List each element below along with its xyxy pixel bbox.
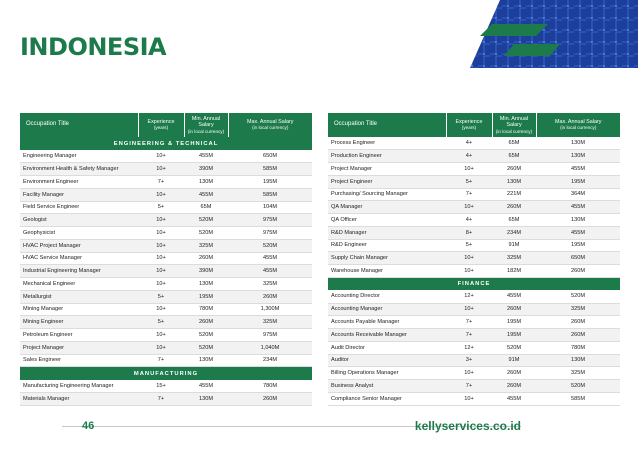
experience-cell: 10+ (138, 239, 184, 252)
header-min-salary (184, 113, 228, 137)
min-salary-cell: 455M (184, 188, 228, 201)
experience-cell: 10+ (446, 252, 492, 265)
occupation-cell: Accounts Receivable Manager (328, 329, 446, 342)
salary-table-left (20, 113, 312, 406)
min-salary-cell: 260M (492, 380, 536, 393)
experience-cell: 7+ (446, 329, 492, 342)
table-row (20, 214, 312, 227)
min-salary-cell: 182M (492, 265, 536, 278)
header-min-salary (492, 113, 536, 137)
max-salary-cell: 195M (228, 176, 312, 189)
max-salary-cell: 585M (228, 188, 312, 201)
occupation-cell: Billing Operations Manager (328, 367, 446, 380)
experience-cell: 12+ (446, 341, 492, 354)
occupation-cell: HVAC Service Manager (20, 252, 138, 265)
occupation-cell: Sales Engineer (20, 354, 138, 367)
max-salary-cell: 520M (536, 290, 620, 303)
header-max-salary-label: Max. Annual Salary (555, 119, 602, 125)
min-salary-cell: 65M (492, 137, 536, 150)
max-salary-cell: 325M (228, 316, 312, 329)
experience-cell: 3+ (446, 354, 492, 367)
max-salary-cell: 1,040M (228, 341, 312, 354)
occupation-cell: Compliance Senior Manager (328, 392, 446, 405)
min-salary-cell: 91M (492, 354, 536, 367)
min-salary-cell: 455M (492, 392, 536, 405)
occupation-cell: Facility Manager (20, 188, 138, 201)
experience-cell: 8+ (446, 226, 492, 239)
table-row (328, 290, 620, 303)
experience-cell: 10+ (138, 341, 184, 354)
min-salary-cell: 455M (184, 380, 228, 393)
experience-cell: 10+ (138, 252, 184, 265)
experience-cell: 4+ (446, 150, 492, 163)
table-row (20, 252, 312, 265)
table-row (328, 163, 620, 176)
section-header-row (20, 367, 312, 380)
occupation-cell: Project Engineer (328, 175, 446, 188)
min-salary-cell: 520M (184, 341, 228, 354)
table-header-row (328, 113, 620, 137)
header-experience (138, 113, 184, 137)
occupation-cell: Mining Manager (20, 303, 138, 316)
experience-cell: 4+ (446, 214, 492, 227)
min-salary-cell: 195M (492, 316, 536, 329)
section-title: FINANCE (328, 277, 620, 290)
occupation-cell: Industrial Engineering Manager (20, 265, 138, 278)
occupation-cell: Petroleum Engineer (20, 329, 138, 342)
min-salary-cell: 130M (492, 175, 536, 188)
header-min-salary-unit: (in local currency) (187, 128, 225, 134)
occupation-cell: Materials Manager (20, 393, 138, 406)
min-salary-cell: 520M (184, 227, 228, 240)
table-row (328, 341, 620, 354)
min-salary-cell: 65M (492, 150, 536, 163)
header-banner (430, 0, 638, 68)
experience-cell: 5+ (446, 239, 492, 252)
experience-cell: 5+ (446, 175, 492, 188)
table-row (20, 265, 312, 278)
salary-table-right (328, 113, 620, 406)
table-row (328, 303, 620, 316)
occupation-cell: Accounting Manager (328, 303, 446, 316)
max-salary-cell: 455M (536, 163, 620, 176)
max-salary-cell: 975M (228, 329, 312, 342)
occupation-cell: Engineering Manager (20, 150, 138, 163)
experience-cell: 5+ (138, 316, 184, 329)
table-row (20, 329, 312, 342)
max-salary-cell: 650M (228, 150, 312, 163)
table-row (328, 201, 620, 214)
header-max-salary-unit: (in local currency) (560, 125, 597, 131)
max-salary-cell: 234M (228, 354, 312, 367)
max-salary-cell: 325M (228, 278, 312, 291)
occupation-cell: Project Manager (328, 163, 446, 176)
section-title: MANUFACTURING (20, 367, 312, 380)
occupation-cell: Environment Engineer (20, 176, 138, 189)
table-row (328, 380, 620, 393)
occupation-cell: Audit Director (328, 341, 446, 354)
min-salary-cell: 260M (184, 316, 228, 329)
website-link[interactable]: kellyservices.co.id (414, 419, 521, 433)
experience-cell: 7+ (446, 316, 492, 329)
max-salary-cell: 260M (536, 316, 620, 329)
min-salary-cell: 780M (184, 303, 228, 316)
max-salary-cell: 325M (536, 303, 620, 316)
occupation-cell: QA Officer (328, 214, 446, 227)
min-salary-cell: 325M (184, 239, 228, 252)
header-min-salary-label: Min. Annual Salary (191, 115, 221, 129)
experience-cell: 5+ (138, 201, 184, 214)
min-salary-cell: 260M (184, 252, 228, 265)
occupation-cell: Auditor (328, 354, 446, 367)
max-salary-cell: 130M (536, 214, 620, 227)
experience-cell: 4+ (446, 137, 492, 150)
min-salary-cell: 455M (184, 150, 228, 163)
max-salary-cell: 520M (536, 380, 620, 393)
table-row (328, 354, 620, 367)
occupation-cell: Geophysicist (20, 227, 138, 240)
max-salary-cell: 325M (536, 367, 620, 380)
experience-cell: 10+ (446, 265, 492, 278)
min-salary-cell: 234M (492, 226, 536, 239)
max-salary-cell: 260M (536, 265, 620, 278)
section-header-row (20, 137, 312, 150)
experience-cell: 10+ (138, 150, 184, 163)
occupation-cell: Mechanical Engineer (20, 278, 138, 291)
occupation-cell: Project Manager (20, 341, 138, 354)
table-row (20, 303, 312, 316)
experience-cell: 10+ (446, 303, 492, 316)
max-salary-cell: 260M (228, 290, 312, 303)
max-salary-cell: 455M (228, 265, 312, 278)
occupation-cell: Warehouse Manager (328, 265, 446, 278)
header-min-salary-label: Min. Annual Salary (499, 115, 529, 129)
max-salary-cell: 195M (536, 239, 620, 252)
table-row (328, 150, 620, 163)
experience-cell: 7+ (446, 188, 492, 201)
table-row (328, 316, 620, 329)
table-row (20, 278, 312, 291)
min-salary-cell: 390M (184, 163, 228, 176)
max-salary-cell: 585M (536, 392, 620, 405)
occupation-cell: Business Analyst (328, 380, 446, 393)
max-salary-cell: 130M (536, 150, 620, 163)
max-salary-cell: 520M (228, 239, 312, 252)
experience-cell: 10+ (446, 367, 492, 380)
experience-cell: 10+ (446, 163, 492, 176)
table-body-right (328, 137, 620, 405)
max-salary-cell: 130M (536, 354, 620, 367)
max-salary-cell: 975M (228, 227, 312, 240)
max-salary-cell: 104M (228, 201, 312, 214)
header-experience-unit: (years) (461, 125, 477, 131)
experience-cell: 15+ (138, 380, 184, 393)
header-experience (446, 113, 492, 137)
table-row (328, 392, 620, 405)
min-salary-cell: 260M (492, 201, 536, 214)
table-row (328, 226, 620, 239)
min-salary-cell: 130M (184, 393, 228, 406)
table-row (328, 214, 620, 227)
min-salary-cell: 260M (492, 163, 536, 176)
min-salary-cell: 65M (492, 214, 536, 227)
occupation-cell: Manufacturing Engineering Manager (20, 380, 138, 393)
occupation-cell: R&D Manager (328, 226, 446, 239)
table-body-left (20, 137, 312, 405)
page-title: INDONESIA (20, 33, 167, 61)
max-salary-cell: 780M (536, 341, 620, 354)
occupation-cell: Geologist (20, 214, 138, 227)
table-row (20, 163, 312, 176)
table-row (20, 188, 312, 201)
max-salary-cell: 585M (228, 163, 312, 176)
header-experience-unit: (years) (153, 125, 169, 131)
header-min-salary-unit: (in local currency) (495, 128, 533, 134)
min-salary-cell: 130M (184, 176, 228, 189)
max-salary-cell: 260M (536, 329, 620, 342)
occupation-cell: Metallurgist (20, 290, 138, 303)
table-row (328, 175, 620, 188)
experience-cell: 12+ (446, 290, 492, 303)
experience-cell: 7+ (138, 393, 184, 406)
experience-cell: 7+ (138, 354, 184, 367)
max-salary-cell: 1,300M (228, 303, 312, 316)
min-salary-cell: 390M (184, 265, 228, 278)
occupation-cell: Purchasing/ Sourcing Manager (328, 188, 446, 201)
min-salary-cell: 195M (492, 329, 536, 342)
table-row (20, 201, 312, 214)
experience-cell: 10+ (138, 265, 184, 278)
experience-cell: 10+ (138, 329, 184, 342)
max-salary-cell: 975M (228, 214, 312, 227)
min-salary-cell: 260M (492, 367, 536, 380)
occupation-cell: Mining Engineer (20, 316, 138, 329)
section-title: ENGINEERING & TECHNICAL (20, 137, 312, 150)
max-salary-cell: 780M (228, 380, 312, 393)
max-salary-cell: 364M (536, 188, 620, 201)
min-salary-cell: 520M (184, 214, 228, 227)
experience-cell: 10+ (138, 227, 184, 240)
experience-cell: 5+ (138, 290, 184, 303)
table-row (328, 265, 620, 278)
table-row (20, 341, 312, 354)
min-salary-cell: 130M (184, 278, 228, 291)
max-salary-cell: 650M (536, 252, 620, 265)
max-salary-cell: 455M (228, 252, 312, 265)
table-row (328, 239, 620, 252)
table-row (328, 252, 620, 265)
min-salary-cell: 221M (492, 188, 536, 201)
min-salary-cell: 65M (184, 201, 228, 214)
experience-cell: 10+ (138, 303, 184, 316)
table-row (328, 367, 620, 380)
min-salary-cell: 91M (492, 239, 536, 252)
max-salary-cell: 455M (536, 226, 620, 239)
occupation-cell: R&D Engineer (328, 239, 446, 252)
min-salary-cell: 455M (492, 290, 536, 303)
occupation-cell: HVAC Project Manager (20, 239, 138, 252)
header-occupation: Occupation Title (328, 113, 446, 137)
table-row (328, 329, 620, 342)
experience-cell: 7+ (138, 176, 184, 189)
max-salary-cell: 455M (536, 201, 620, 214)
min-salary-cell: 520M (492, 341, 536, 354)
page-number: 46 (82, 420, 95, 432)
header-experience-label: Experience (147, 119, 175, 125)
occupation-cell: Production Engineer (328, 150, 446, 163)
table-row (20, 290, 312, 303)
occupation-cell: Accounts Payable Manager (328, 316, 446, 329)
experience-cell: 10+ (138, 163, 184, 176)
experience-cell: 10+ (138, 214, 184, 227)
table-row (328, 188, 620, 201)
occupation-cell: Process Engineer (328, 137, 446, 150)
header-max-salary (228, 113, 312, 137)
max-salary-cell: 130M (536, 137, 620, 150)
min-salary-cell: 195M (184, 290, 228, 303)
experience-cell: 7+ (446, 380, 492, 393)
table-row (20, 354, 312, 367)
occupation-cell: Supply Chain Manager (328, 252, 446, 265)
occupation-cell: Accounting Director (328, 290, 446, 303)
experience-cell: 10+ (446, 392, 492, 405)
table-row (20, 227, 312, 240)
min-salary-cell: 130M (184, 354, 228, 367)
banner-graphic (430, 0, 638, 68)
occupation-cell: Field Service Engineer (20, 201, 138, 214)
header-max-salary (536, 113, 620, 137)
min-salary-cell: 520M (184, 329, 228, 342)
table-row (328, 137, 620, 150)
experience-cell: 10+ (138, 278, 184, 291)
min-salary-cell: 260M (492, 303, 536, 316)
header-occupation: Occupation Title (20, 113, 138, 137)
experience-cell: 10+ (446, 201, 492, 214)
min-salary-cell: 325M (492, 252, 536, 265)
header-max-salary-unit: (in local currency) (252, 125, 289, 131)
occupation-cell: Environment Health & Safety Manager (20, 163, 138, 176)
max-salary-cell: 195M (536, 175, 620, 188)
experience-cell: 10+ (138, 188, 184, 201)
table-row (20, 316, 312, 329)
table-row (20, 393, 312, 406)
header-experience-label: Experience (455, 119, 483, 125)
table-row (20, 176, 312, 189)
table-row (20, 239, 312, 252)
occupation-cell: QA Manager (328, 201, 446, 214)
table-row (20, 380, 312, 393)
section-header-row (328, 277, 620, 290)
table-row (20, 150, 312, 163)
header-max-salary-label: Max. Annual Salary (247, 119, 294, 125)
max-salary-cell: 260M (228, 393, 312, 406)
table-header-row (20, 113, 312, 137)
